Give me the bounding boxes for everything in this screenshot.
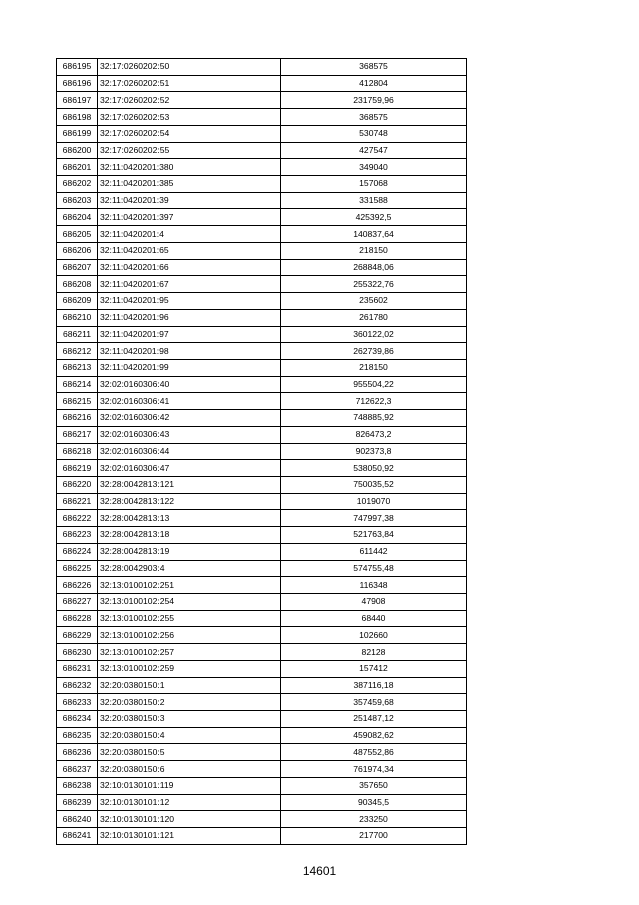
cadastral-number-cell: 32:11:0420201:97 bbox=[98, 326, 281, 343]
row-id-cell: 686220 bbox=[57, 476, 98, 493]
cadastral-number-cell: 32:28:0042813:18 bbox=[98, 527, 281, 544]
cadastral-number-cell: 32:11:0420201:99 bbox=[98, 359, 281, 376]
row-id-cell: 686219 bbox=[57, 460, 98, 477]
value-cell: 255322,76 bbox=[281, 276, 467, 293]
value-cell: 157412 bbox=[281, 660, 467, 677]
table-row bbox=[57, 75, 467, 92]
row-id-cell: 686230 bbox=[57, 644, 98, 661]
value-cell: 140837,64 bbox=[281, 226, 467, 243]
table-row bbox=[57, 727, 467, 744]
cadastral-value-table bbox=[56, 58, 467, 845]
value-cell: 231759,96 bbox=[281, 92, 467, 109]
row-id-cell: 686236 bbox=[57, 744, 98, 761]
value-cell: 826473,2 bbox=[281, 426, 467, 443]
cadastral-number-cell: 32:02:0160306:47 bbox=[98, 460, 281, 477]
row-id-cell: 686218 bbox=[57, 443, 98, 460]
value-cell: 368575 bbox=[281, 59, 467, 76]
table-row bbox=[57, 59, 467, 76]
table-row bbox=[57, 410, 467, 427]
value-cell: 425392,5 bbox=[281, 209, 467, 226]
value-cell: 750035,52 bbox=[281, 476, 467, 493]
value-cell: 712622,3 bbox=[281, 393, 467, 410]
row-id-cell: 686214 bbox=[57, 376, 98, 393]
row-id-cell: 686221 bbox=[57, 493, 98, 510]
value-cell: 748885,92 bbox=[281, 410, 467, 427]
table-row bbox=[57, 343, 467, 360]
row-id-cell: 686216 bbox=[57, 410, 98, 427]
value-cell: 349040 bbox=[281, 159, 467, 176]
row-id-cell: 686228 bbox=[57, 610, 98, 627]
table-row bbox=[57, 426, 467, 443]
table-row bbox=[57, 744, 467, 761]
value-cell: 538050,92 bbox=[281, 460, 467, 477]
value-cell: 360122,02 bbox=[281, 326, 467, 343]
table-row bbox=[57, 510, 467, 527]
row-id-cell: 686229 bbox=[57, 627, 98, 644]
row-id-cell: 686235 bbox=[57, 727, 98, 744]
value-cell: 387116,18 bbox=[281, 677, 467, 694]
cadastral-number-cell: 32:28:0042903:4 bbox=[98, 560, 281, 577]
cadastral-number-cell: 32:11:0420201:98 bbox=[98, 343, 281, 360]
table-row bbox=[57, 543, 467, 560]
cadastral-number-cell: 32:11:0420201:39 bbox=[98, 192, 281, 209]
cadastral-number-cell: 32:17:0260202:51 bbox=[98, 75, 281, 92]
cadastral-number-cell: 32:10:0130101:121 bbox=[98, 828, 281, 845]
row-id-cell: 686231 bbox=[57, 660, 98, 677]
cadastral-number-cell: 32:20:0380150:1 bbox=[98, 677, 281, 694]
row-id-cell: 686205 bbox=[57, 226, 98, 243]
value-cell: 90345,5 bbox=[281, 794, 467, 811]
value-cell: 747997,38 bbox=[281, 510, 467, 527]
value-cell: 116348 bbox=[281, 577, 467, 594]
table-row bbox=[57, 660, 467, 677]
row-id-cell: 686202 bbox=[57, 176, 98, 193]
row-id-cell: 686233 bbox=[57, 694, 98, 711]
table-row bbox=[57, 761, 467, 778]
cadastral-number-cell: 32:17:0260202:54 bbox=[98, 125, 281, 142]
table-row bbox=[57, 694, 467, 711]
cadastral-number-cell: 32:11:0420201:385 bbox=[98, 176, 281, 193]
value-cell: 412804 bbox=[281, 75, 467, 92]
value-cell: 235602 bbox=[281, 293, 467, 310]
table-row bbox=[57, 610, 467, 627]
table-row bbox=[57, 293, 467, 310]
value-cell: 233250 bbox=[281, 811, 467, 828]
table-row bbox=[57, 393, 467, 410]
table-row bbox=[57, 176, 467, 193]
value-cell: 157068 bbox=[281, 176, 467, 193]
table-row bbox=[57, 627, 467, 644]
table-row bbox=[57, 476, 467, 493]
table-row bbox=[57, 209, 467, 226]
table-row bbox=[57, 794, 467, 811]
cadastral-number-cell: 32:02:0160306:42 bbox=[98, 410, 281, 427]
table-row bbox=[57, 276, 467, 293]
table-row bbox=[57, 125, 467, 142]
value-cell: 357650 bbox=[281, 777, 467, 794]
row-id-cell: 686207 bbox=[57, 259, 98, 276]
cadastral-number-cell: 32:11:0420201:67 bbox=[98, 276, 281, 293]
row-id-cell: 686224 bbox=[57, 543, 98, 560]
table-row bbox=[57, 594, 467, 611]
table-row bbox=[57, 359, 467, 376]
table-row bbox=[57, 527, 467, 544]
row-id-cell: 686197 bbox=[57, 92, 98, 109]
cadastral-number-cell: 32:10:0130101:120 bbox=[98, 811, 281, 828]
cadastral-number-cell: 32:11:0420201:96 bbox=[98, 309, 281, 326]
value-cell: 218150 bbox=[281, 359, 467, 376]
row-id-cell: 686198 bbox=[57, 109, 98, 126]
table-row bbox=[57, 677, 467, 694]
row-id-cell: 686234 bbox=[57, 711, 98, 728]
cadastral-number-cell: 32:11:0420201:66 bbox=[98, 259, 281, 276]
cadastral-number-cell: 32:02:0160306:40 bbox=[98, 376, 281, 393]
table-row bbox=[57, 711, 467, 728]
cadastral-number-cell: 32:13:0100102:257 bbox=[98, 644, 281, 661]
value-cell: 487552,86 bbox=[281, 744, 467, 761]
row-id-cell: 686210 bbox=[57, 309, 98, 326]
cadastral-number-cell: 32:20:0380150:6 bbox=[98, 761, 281, 778]
value-cell: 761974,34 bbox=[281, 761, 467, 778]
table-row bbox=[57, 644, 467, 661]
table-row bbox=[57, 192, 467, 209]
table-row bbox=[57, 577, 467, 594]
row-id-cell: 686206 bbox=[57, 242, 98, 259]
value-cell: 68440 bbox=[281, 610, 467, 627]
cadastral-number-cell: 32:13:0100102:259 bbox=[98, 660, 281, 677]
value-cell: 427547 bbox=[281, 142, 467, 159]
cadastral-number-cell: 32:13:0100102:251 bbox=[98, 577, 281, 594]
row-id-cell: 686225 bbox=[57, 560, 98, 577]
page-number: 14601 bbox=[302, 864, 337, 878]
row-id-cell: 686209 bbox=[57, 293, 98, 310]
table-row bbox=[57, 460, 467, 477]
table-body bbox=[57, 59, 467, 845]
row-id-cell: 686211 bbox=[57, 326, 98, 343]
value-cell: 611442 bbox=[281, 543, 467, 560]
cadastral-number-cell: 32:02:0160306:44 bbox=[98, 443, 281, 460]
cadastral-number-cell: 32:20:0380150:3 bbox=[98, 711, 281, 728]
row-id-cell: 686212 bbox=[57, 343, 98, 360]
cadastral-number-cell: 32:11:0420201:380 bbox=[98, 159, 281, 176]
row-id-cell: 686232 bbox=[57, 677, 98, 694]
cadastral-number-cell: 32:28:0042813:19 bbox=[98, 543, 281, 560]
value-cell: 331588 bbox=[281, 192, 467, 209]
cadastral-number-cell: 32:13:0100102:256 bbox=[98, 627, 281, 644]
cadastral-number-cell: 32:17:0260202:52 bbox=[98, 92, 281, 109]
table-row bbox=[57, 811, 467, 828]
row-id-cell: 686217 bbox=[57, 426, 98, 443]
value-cell: 368575 bbox=[281, 109, 467, 126]
row-id-cell: 686241 bbox=[57, 828, 98, 845]
cadastral-number-cell: 32:28:0042813:121 bbox=[98, 476, 281, 493]
cadastral-number-cell: 32:10:0130101:12 bbox=[98, 794, 281, 811]
cadastral-number-cell: 32:02:0160306:43 bbox=[98, 426, 281, 443]
cadastral-number-cell: 32:13:0100102:254 bbox=[98, 594, 281, 611]
table-row bbox=[57, 828, 467, 845]
value-cell: 902373,8 bbox=[281, 443, 467, 460]
value-cell: 955504,22 bbox=[281, 376, 467, 393]
value-cell: 82128 bbox=[281, 644, 467, 661]
table-row bbox=[57, 326, 467, 343]
value-cell: 218150 bbox=[281, 242, 467, 259]
row-id-cell: 686239 bbox=[57, 794, 98, 811]
value-cell: 261780 bbox=[281, 309, 467, 326]
row-id-cell: 686208 bbox=[57, 276, 98, 293]
row-id-cell: 686196 bbox=[57, 75, 98, 92]
row-id-cell: 686200 bbox=[57, 142, 98, 159]
value-cell: 102660 bbox=[281, 627, 467, 644]
row-id-cell: 686213 bbox=[57, 359, 98, 376]
value-cell: 262739,86 bbox=[281, 343, 467, 360]
value-cell: 574755,48 bbox=[281, 560, 467, 577]
table-row bbox=[57, 560, 467, 577]
cadastral-number-cell: 32:13:0100102:255 bbox=[98, 610, 281, 627]
value-cell: 217700 bbox=[281, 828, 467, 845]
table-row bbox=[57, 109, 467, 126]
row-id-cell: 686199 bbox=[57, 125, 98, 142]
value-cell: 268848,06 bbox=[281, 259, 467, 276]
row-id-cell: 686238 bbox=[57, 777, 98, 794]
table-row bbox=[57, 443, 467, 460]
table-row bbox=[57, 309, 467, 326]
cadastral-number-cell: 32:17:0260202:50 bbox=[98, 59, 281, 76]
table-row bbox=[57, 242, 467, 259]
cadastral-number-cell: 32:11:0420201:4 bbox=[98, 226, 281, 243]
value-cell: 47908 bbox=[281, 594, 467, 611]
cadastral-number-cell: 32:02:0160306:41 bbox=[98, 393, 281, 410]
value-cell: 1019070 bbox=[281, 493, 467, 510]
table-row bbox=[57, 226, 467, 243]
row-id-cell: 686195 bbox=[57, 59, 98, 76]
table-row bbox=[57, 92, 467, 109]
value-cell: 530748 bbox=[281, 125, 467, 142]
table-row bbox=[57, 493, 467, 510]
cadastral-number-cell: 32:10:0130101:119 bbox=[98, 777, 281, 794]
cadastral-number-cell: 32:17:0260202:55 bbox=[98, 142, 281, 159]
row-id-cell: 686204 bbox=[57, 209, 98, 226]
row-id-cell: 686226 bbox=[57, 577, 98, 594]
cadastral-number-cell: 32:20:0380150:2 bbox=[98, 694, 281, 711]
row-id-cell: 686222 bbox=[57, 510, 98, 527]
cadastral-number-cell: 32:11:0420201:95 bbox=[98, 293, 281, 310]
table-row bbox=[57, 777, 467, 794]
cadastral-number-cell: 32:20:0380150:4 bbox=[98, 727, 281, 744]
cadastral-number-cell: 32:11:0420201:65 bbox=[98, 242, 281, 259]
value-cell: 459082,62 bbox=[281, 727, 467, 744]
value-cell: 357459,68 bbox=[281, 694, 467, 711]
cadastral-number-cell: 32:20:0380150:5 bbox=[98, 744, 281, 761]
row-id-cell: 686240 bbox=[57, 811, 98, 828]
row-id-cell: 686223 bbox=[57, 527, 98, 544]
value-cell: 521763,84 bbox=[281, 527, 467, 544]
table-row bbox=[57, 159, 467, 176]
table-row bbox=[57, 142, 467, 159]
row-id-cell: 686203 bbox=[57, 192, 98, 209]
row-id-cell: 686237 bbox=[57, 761, 98, 778]
cadastral-number-cell: 32:11:0420201:397 bbox=[98, 209, 281, 226]
table-row bbox=[57, 376, 467, 393]
row-id-cell: 686201 bbox=[57, 159, 98, 176]
cadastral-number-cell: 32:28:0042813:13 bbox=[98, 510, 281, 527]
cadastral-number-cell: 32:28:0042813:122 bbox=[98, 493, 281, 510]
row-id-cell: 686215 bbox=[57, 393, 98, 410]
table-row bbox=[57, 259, 467, 276]
row-id-cell: 686227 bbox=[57, 594, 98, 611]
cadastral-number-cell: 32:17:0260202:53 bbox=[98, 109, 281, 126]
value-cell: 251487,12 bbox=[281, 711, 467, 728]
